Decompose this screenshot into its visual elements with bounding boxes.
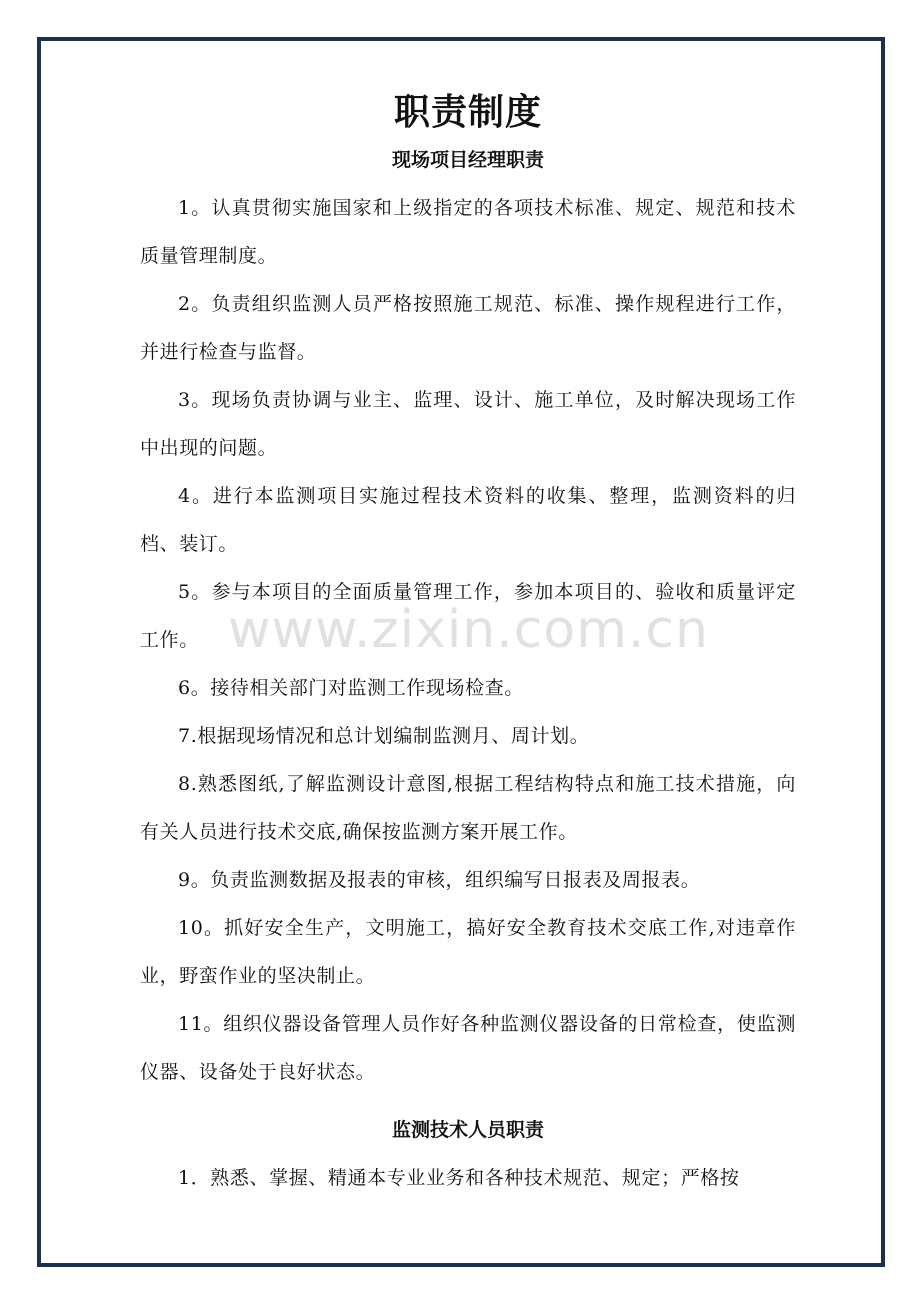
paragraph-item: 10。抓好安全生产，文明施工，搞好安全教育技术交底工作,对违章作业，野蛮作业的坚决制止。	[140, 917, 796, 987]
section-heading-project-manager: 现场项目经理职责	[391, 149, 544, 171]
paragraph-item: 9。负责监测数据及报表的审核，组织编写日报表及周报表。	[178, 869, 701, 891]
paragraph-item: 7.根据现场情况和总计划编制监测月、周计划。	[178, 725, 590, 747]
section-heading-technician: 监测技术人员职责	[391, 1119, 544, 1141]
paragraph-item: 3。现场负责协调与业主、监理、设计、施工单位，及时解决现场工作中出现的问题。	[140, 389, 796, 459]
watermark: www.zixin.com.cn	[228, 600, 709, 660]
paragraph-item: 2。负责组织监测人员严格按照施工规范、标准、操作规程进行工作，并进行检查与监督。	[140, 293, 796, 363]
paragraph-item: 8.熟悉图纸,了解监测设计意图,根据工程结构特点和施工技术措施，向有关人员进行技术交底,确保按监测方案开展工作。	[140, 773, 796, 843]
paragraph-item: 11。组织仪器设备管理人员作好各种监测仪器设备的日常检查，使监测仪器、设备处于良好状态。	[140, 1013, 796, 1083]
paragraph-item: 1。认真贯彻实施国家和上级指定的各项技术标准、规定、规范和技术质量管理制度。	[140, 197, 796, 267]
paragraph-item: 5。参与本项目的全面质量管理工作，参加本项目的、验收和质量评定工作。	[140, 581, 796, 651]
paragraph-item: 6。接待相关部门对监测工作现场检查。	[178, 677, 524, 699]
paragraph-item: 1．熟悉、掌握、精通本专业业务和各种技术规范、规定；严格按	[178, 1167, 740, 1189]
paragraph-item: 4。进行本监测项目实施过程技术资料的收集、整理，监测资料的归档、装订。	[140, 485, 796, 555]
document-body	[140, 88, 796, 1202]
document-title: 职责制度	[393, 92, 542, 133]
